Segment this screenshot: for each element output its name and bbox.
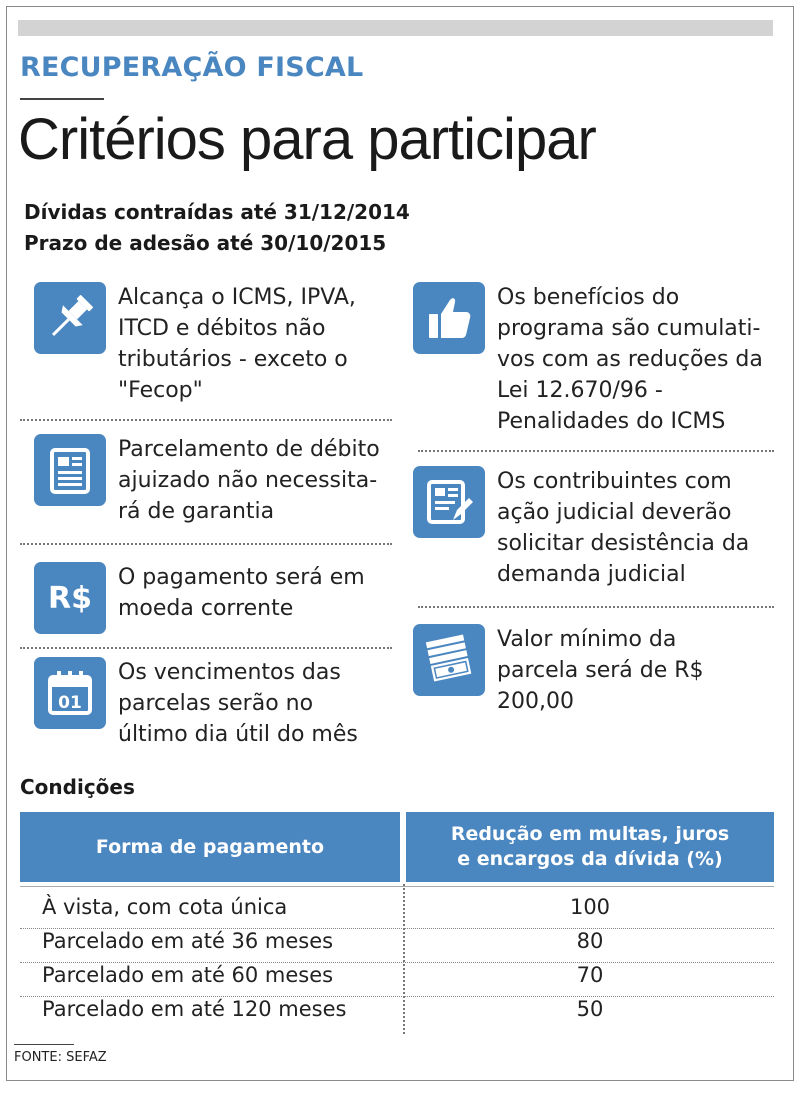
criterion-line: Lei 12.670/96 - bbox=[497, 378, 663, 403]
calendar-icon bbox=[34, 657, 106, 729]
table-header-reduction bbox=[406, 812, 774, 882]
criterion-line: 200,00 bbox=[497, 689, 574, 714]
criterion-line: último dia útil do mês bbox=[118, 722, 358, 747]
criterion-currency bbox=[34, 562, 365, 634]
criterion-line: parcelas serão no bbox=[118, 691, 314, 716]
divider bbox=[20, 419, 392, 421]
header-label: Redução em multas, juros bbox=[450, 823, 730, 845]
criterion-minimum-value bbox=[413, 624, 704, 717]
criterion-line: programa são cumulati- bbox=[497, 316, 761, 341]
pushpin-icon bbox=[34, 282, 106, 354]
criterion-line: "Fecop" bbox=[118, 378, 203, 403]
source-credit: FONTE: SEFAZ bbox=[14, 1050, 107, 1065]
criterion-lawsuit bbox=[413, 466, 749, 590]
criterion-installment-guarantee bbox=[34, 434, 380, 527]
criterion-line: Parcelamento de débito bbox=[118, 437, 380, 462]
criterion-line: Os vencimentos das bbox=[118, 660, 341, 685]
thumbs-up-icon bbox=[413, 282, 485, 354]
reduction-cell: 100 bbox=[569, 895, 611, 919]
criterion-line: rá de garantia bbox=[118, 499, 275, 524]
table-top-rule bbox=[20, 886, 774, 887]
form-edit-icon bbox=[413, 466, 485, 538]
criterion-line: Valor mínimo da bbox=[497, 627, 677, 652]
criterion-line: Penalidades do ICMS bbox=[497, 409, 726, 434]
reduction-cell: 50 bbox=[576, 997, 604, 1021]
divider bbox=[418, 606, 774, 608]
header-label: e encargos da dívida (%) bbox=[457, 848, 723, 870]
criterion-line: moeda corrente bbox=[118, 596, 294, 621]
payment-cell: Parcelado em até 36 meses bbox=[42, 929, 334, 953]
criterion-line: ITCD e débitos não bbox=[118, 316, 326, 341]
divider bbox=[20, 647, 392, 649]
criterion-line: Os contribuintes com bbox=[497, 469, 732, 494]
table-row bbox=[20, 893, 774, 927]
debts-subhead: Dívidas contraídas até 31/12/2014 bbox=[24, 200, 410, 224]
criterion-line: demanda judicial bbox=[497, 562, 686, 587]
table-header-payment bbox=[20, 812, 400, 882]
payment-cell: À vista, com cota única bbox=[42, 895, 288, 919]
kicker-rule bbox=[20, 98, 104, 100]
criterion-line: vos com as reduções da bbox=[497, 347, 763, 372]
header-label: Forma de pagamento bbox=[95, 835, 325, 858]
criterion-line: Os benefícios do bbox=[497, 285, 680, 310]
deadline-subhead: Prazo de adesão até 30/10/2015 bbox=[24, 231, 387, 255]
source-rule bbox=[14, 1044, 74, 1045]
criterion-line: ação judicial deverão bbox=[497, 500, 732, 525]
criterion-line: Alcança o ICMS, IPVA, bbox=[118, 285, 356, 310]
criterion-line: tributários - exceto o bbox=[118, 347, 348, 372]
document-icon bbox=[34, 434, 106, 506]
criterion-line: solicitar desistência da bbox=[497, 531, 750, 556]
table-row bbox=[20, 961, 774, 995]
criterion-cumulative bbox=[413, 282, 763, 437]
payment-cell: Parcelado em até 120 meses bbox=[42, 997, 347, 1021]
criterion-due-date bbox=[34, 657, 358, 750]
top-bar bbox=[18, 20, 773, 36]
kicker: RECUPERAÇÃO FISCAL bbox=[20, 52, 364, 83]
calendar-glyph: 01 bbox=[58, 693, 82, 713]
divider bbox=[20, 543, 392, 545]
currency-glyph: R$ bbox=[48, 580, 92, 616]
page-title: Critérios para participar bbox=[18, 107, 596, 172]
currency-icon bbox=[34, 562, 106, 634]
conditions-title: Condições bbox=[20, 775, 135, 799]
criterion-taxes bbox=[34, 282, 356, 406]
table-row bbox=[20, 995, 774, 1029]
criterion-line: parcela será de R$ bbox=[497, 658, 704, 683]
reduction-cell: 80 bbox=[576, 929, 604, 953]
payment-cell: Parcelado em até 60 meses bbox=[42, 963, 334, 987]
table-row bbox=[20, 927, 774, 961]
criterion-line: O pagamento será em bbox=[118, 565, 365, 590]
reduction-cell: 70 bbox=[576, 963, 604, 987]
divider bbox=[418, 450, 774, 452]
money-stack-icon bbox=[413, 624, 485, 696]
criterion-line: ajuizado não necessita- bbox=[118, 468, 378, 493]
